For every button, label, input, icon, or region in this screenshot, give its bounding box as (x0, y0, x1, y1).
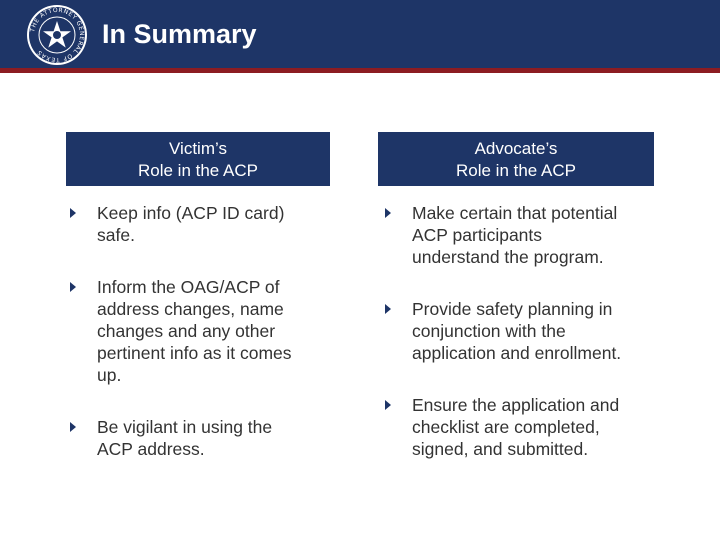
bullet-arrow-icon (70, 422, 76, 432)
bullet-arrow-icon (70, 208, 76, 218)
victim-role-heading (66, 132, 330, 186)
attorney-general-seal-icon (26, 4, 88, 66)
bullet-arrow-icon (385, 400, 391, 410)
victim-heading-line2: Role in the ACP (137, 161, 258, 180)
bullet-arrow-icon (385, 208, 391, 218)
victim-heading-line1: Victim’s (169, 139, 227, 158)
advocate-heading-line1: Advocate’s (474, 139, 558, 158)
page-title: In Summary (102, 19, 257, 49)
bullet-arrow-icon (385, 304, 391, 314)
header-divider (0, 68, 720, 73)
bullet-arrow-icon (70, 282, 76, 292)
seal-text: THE ATTORNEY GENERAL OF TEXAS (29, 6, 86, 64)
advocate-heading-line2: Role in the ACP (455, 161, 576, 180)
advocate-role-heading (378, 132, 654, 186)
